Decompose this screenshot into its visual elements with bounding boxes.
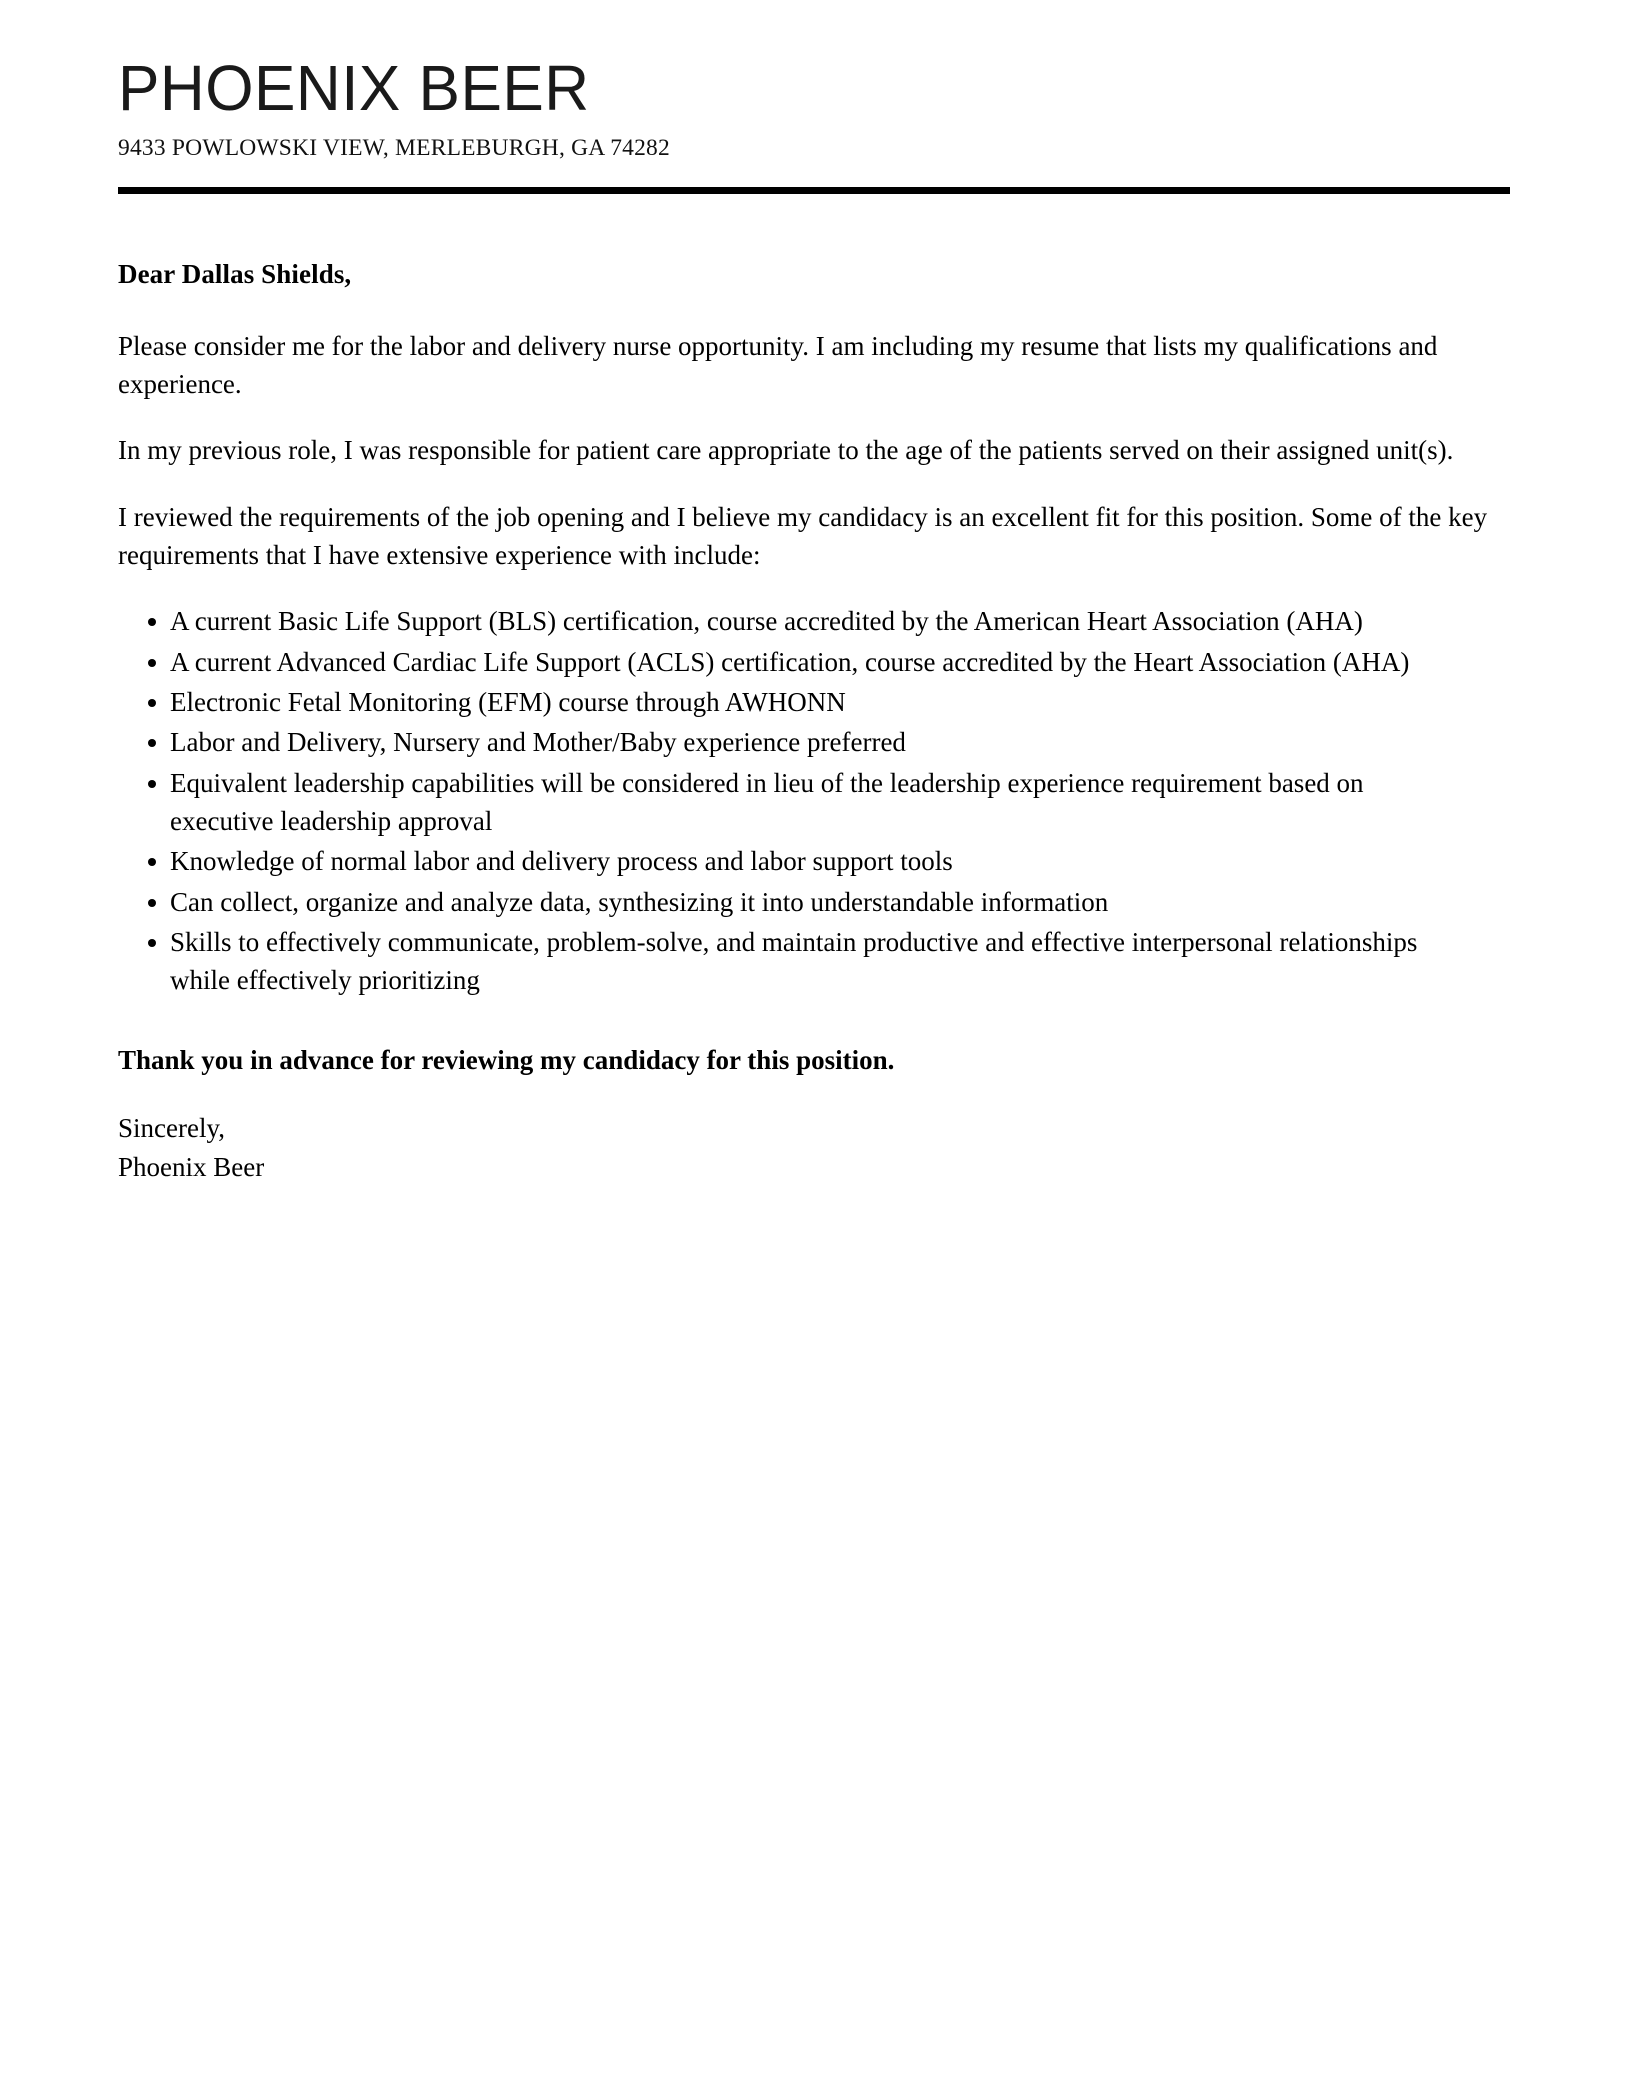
paragraph-2: In my previous role, I was responsible for patient care appropriate to the age of the patients served on their assigned unit(s). — [118, 435, 1454, 466]
company-name: PHOENIX BEER — [118, 52, 590, 124]
list-item-label: Knowledge of normal labor and delivery process and labor support tools — [170, 846, 953, 877]
list-item-label: Skills to effectively communicate, problem-solve, and maintain productive and effective interpersonal relationships while effectively prioritizing — [170, 926, 1418, 996]
list-item — [118, 602, 1440, 640]
list-item — [118, 643, 1440, 681]
bullet-point-icon — [148, 939, 156, 947]
list-item — [118, 883, 1440, 921]
bullet-point-icon — [148, 858, 156, 866]
list-item-label: A current Basic Life Support (BLS) certification, course accredited by the American Heart Association (AHA) — [170, 606, 1363, 637]
letterhead — [118, 0, 1510, 194]
bullet-point-icon — [148, 780, 156, 788]
signoff-phrase: Sincerely, — [118, 1113, 225, 1144]
paragraph-1: Please consider me for the labor and delivery nurse opportunity. I am including my resume that lists my qualifications and experience. — [118, 330, 1438, 399]
list-item-label: Equivalent leadership capabilities will be considered in lieu of the leadership experience requirement based on executive leadership approval — [170, 767, 1364, 836]
list-item-label: A current Advanced Cardiac Life Support (ACLS) certification, course accredited by the Heart Association (AHA) — [170, 646, 1410, 677]
list-item — [118, 923, 1440, 1000]
list-item — [118, 764, 1440, 841]
list-item-label: Labor and Delivery, Nursery and Mother/Baby experience preferred — [170, 727, 906, 758]
list-item — [118, 842, 1440, 880]
bullet-point-icon — [148, 899, 156, 907]
list-item — [118, 723, 1440, 761]
list-item-label: Can collect, organize and analyze data, synthesizing it into understandable information — [170, 886, 1109, 917]
company-address: 9433 POWLOWSKI VIEW, MERLEBURGH, GA 74282 — [118, 135, 670, 161]
closing-statement: Thank you in advance for reviewing my candidacy for this position. — [118, 1044, 895, 1075]
bullet-point-icon — [148, 618, 156, 626]
bullet-point-icon — [148, 659, 156, 667]
requirements-list — [118, 602, 1510, 999]
list-item-label: Electronic Fetal Monitoring (EFM) course through AWHONN — [170, 686, 846, 717]
letter-body — [118, 256, 1510, 1186]
salutation: Dear Dallas Shields, — [118, 259, 352, 290]
header-divider — [118, 187, 1510, 194]
letter-content — [118, 0, 1510, 1186]
bullet-point-icon — [148, 699, 156, 707]
list-item — [118, 683, 1440, 721]
signoff-name: Phoenix Beer — [118, 1151, 265, 1182]
signature-block — [118, 1109, 1510, 1186]
bullet-point-icon — [148, 739, 156, 747]
paragraph-3: I reviewed the requirements of the job opening and I believe my candidacy is an excellent fit for this position. Some of the key requirements that I have extensive experience with include: — [118, 501, 1488, 570]
